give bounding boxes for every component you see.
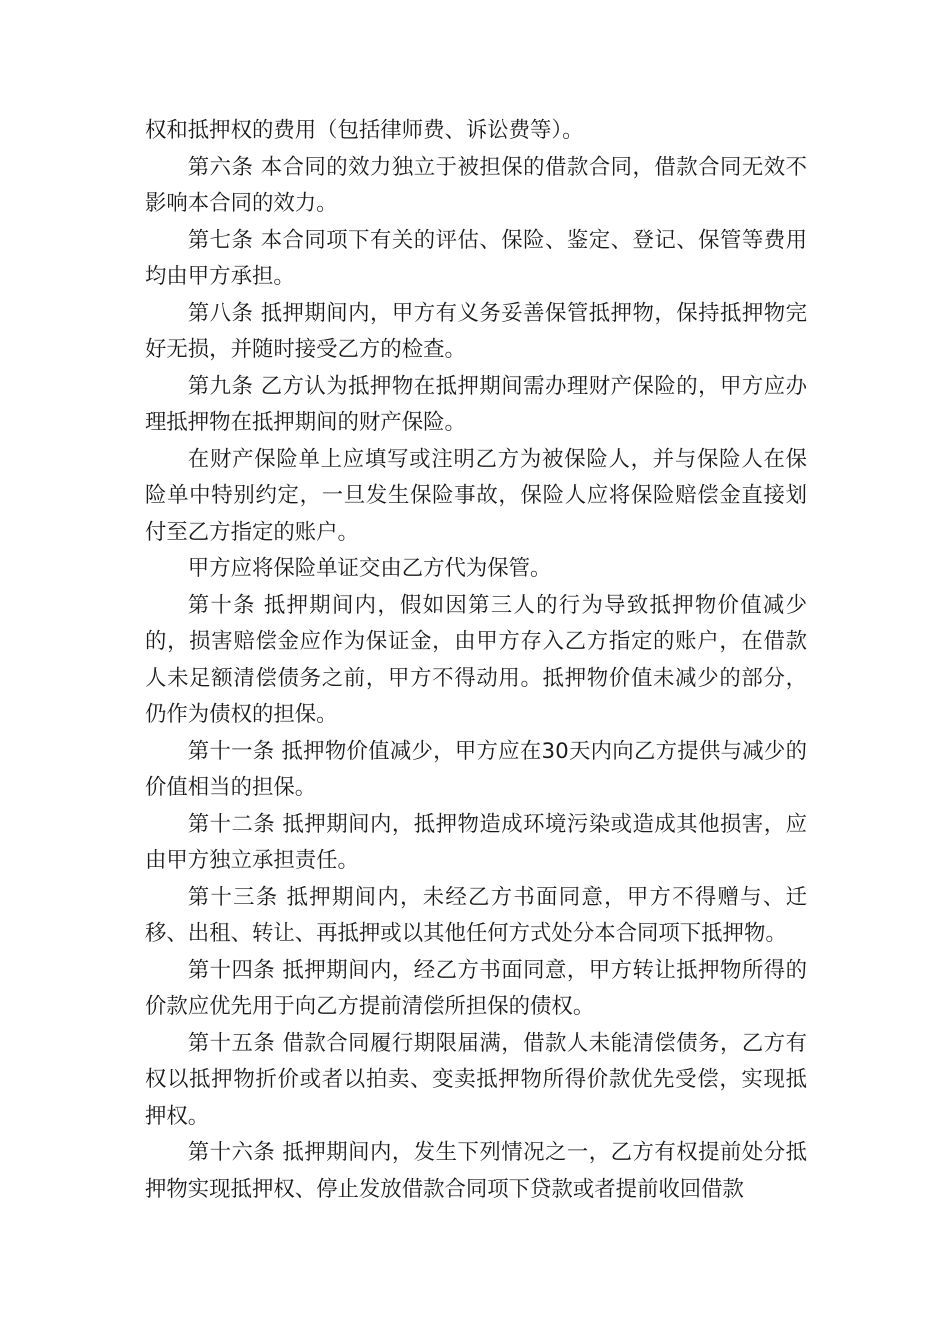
paragraph-article-9-custody: 甲方应将保险单证交由乙方代为保管。: [187, 556, 552, 581]
paragraph-article-12: 第十二条 抵押期间内，抵押物造成环境污染或造成其他损害，应由甲方独立承担责任。: [145, 811, 807, 873]
paragraph-article-6: 第六条 本合同的效力独立于被担保的借款合同，借款合同无效不影响本合同的效力。: [145, 154, 807, 216]
paragraph-article-8: 第八条 抵押期间内，甲方有义务妥善保管抵押物，保持抵押物完好无损，并随时接受乙方的检查。: [145, 300, 807, 362]
paragraph-article-10: 第十条 抵押期间内，假如因第三人的行为导致抵押物价值减少的，损害赔偿金应作为保证金，由甲方存入乙方指定的账户，在借款人未足额清偿债务之前，甲方不得动用。抵押物价值未减少的部分，仍作为债权的担保。: [145, 592, 807, 727]
paragraph-article-7: 第七条 本合同项下有关的评估、保险、鉴定、登记、保管等费用均由甲方承担。: [145, 227, 807, 289]
paragraph-article-11: 第十一条 抵押物价值减少，甲方应在30天内向乙方提供与减少的价值相当的担保。: [145, 738, 807, 800]
paragraph-article-9-insurance: 在财产保险单上应填写或注明乙方为被保险人，并与保险人在保险单中特别约定，一旦发生保险事故，保险人应将保险赔偿金直接划付至乙方指定的账户。: [145, 446, 807, 545]
document-body: [145, 113, 807, 1208]
paragraph-continuation: 权和抵押权的费用（包括律师费、诉讼费等）。: [145, 118, 584, 143]
paragraph-article-15: 第十五条 借款合同履行期限届满，借款人未能清偿债务，乙方有权以抵押物折价或者以拍卖、变卖抵押物所得价款优先受偿，实现抵押权。: [145, 1030, 807, 1129]
paragraph-article-13: 第十三条 抵押期间内，未经乙方书面同意，甲方不得赠与、迁移、出租、转让、再抵押或以其他任何方式处分本合同项下抵押物。: [145, 884, 807, 946]
paragraph-article-14: 第十四条 抵押期间内，经乙方书面同意，甲方转让抵押物所得的价款应优先用于向乙方提前清偿所担保的债权。: [145, 957, 807, 1019]
paragraph-article-16: 第十六条 抵押期间内，发生下列情况之一，乙方有权提前处分抵押物实现抵押权、停止发放借款合同项下贷款或者提前收回借款: [145, 1140, 807, 1202]
paragraph-article-9: 第九条 乙方认为抵押物在抵押期间需办理财产保险的，甲方应办理抵押物在抵押期间的财产保险。: [145, 373, 807, 435]
